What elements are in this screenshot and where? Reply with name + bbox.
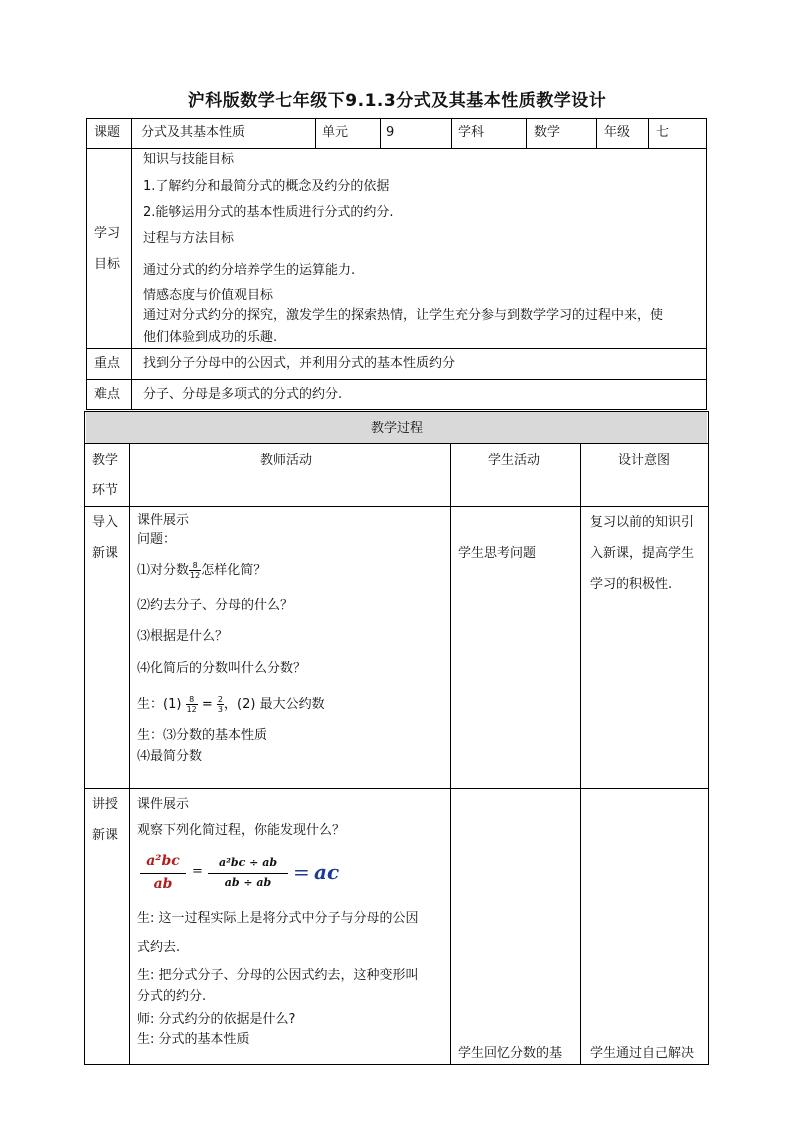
intro-intent-2: 入新课，提高学生: [590, 546, 695, 561]
lecture-p4: 生: 分式的基本性质: [137, 1032, 250, 1047]
intro-q3: ⑶根据是什么？: [137, 629, 229, 644]
math-result: ac: [314, 860, 340, 884]
goal-line-2: 2.能够运用分式的基本性质进行分式的约分.: [143, 205, 394, 220]
intro-intent-3: 学习的积极性.: [590, 577, 673, 592]
lecture-t1: 课件展示: [137, 797, 190, 812]
intro-a2: 生：⑶分数的基本性质: [137, 728, 268, 743]
intro-a3: ⑷最简分数: [137, 749, 203, 764]
lecture-label-a: 讲授: [92, 797, 119, 812]
goals-label-2: 目标: [94, 257, 121, 272]
math-eq-1: =: [192, 864, 203, 879]
xueke-label: 学科: [458, 125, 485, 140]
nianji-label: 年级: [604, 125, 631, 140]
intro-t1: 课件展示: [137, 513, 190, 528]
danyuan-value: 9: [386, 125, 395, 140]
intro-q2: ⑵约去分子、分母的什么？: [137, 598, 294, 613]
danyuan-label: 单元: [322, 125, 349, 140]
document-title: 沪科版数学七年级下9.1.3分式及其基本性质教学设计: [187, 91, 607, 111]
fraction-8-12: $\frac{8}{12}$: [190, 561, 201, 580]
col-intent: 设计意图: [618, 453, 671, 468]
goal-line-4b: 他们体验到成功的乐趣.: [143, 330, 278, 345]
col-teacher: 教师活动: [260, 453, 313, 468]
intro-a1: 生：(1) $\frac{8}{12}$ = $\frac{2}{3}$ ，(2) 最大公约数: [137, 695, 325, 714]
goal-heading-attitude: 情感态度与价值观目标: [143, 288, 274, 303]
goal-line-4a: 通过对分式约分的探究，激发学生的探索热情，让学生充分参与到数学学习的过程中来，使: [143, 308, 664, 323]
zhongdian-text: 找到分子分母中的公因式，并利用分式的基本性质约分: [143, 356, 456, 371]
math-numerator: a²bc: [146, 853, 180, 869]
goals-label-1: 学习: [94, 226, 121, 241]
process-title: 教学过程: [370, 421, 423, 436]
goal-heading-knowledge: 知识与技能目标: [143, 152, 235, 167]
intro-intent-1: 复习以前的知识引: [590, 515, 695, 530]
goal-heading-process: 过程与方法目标: [143, 231, 235, 246]
goal-line-3: 通过分式的约分培养学生的运算能力.: [143, 263, 356, 278]
goal-line-1: 1.了解约分和最简分式的概念及约分的依据: [143, 179, 390, 194]
xueke-value: 数学: [534, 125, 561, 140]
intro-label-b: 新课: [92, 546, 119, 561]
lecture-p1b: 式约去.: [137, 940, 181, 955]
lecture-t2: 观察下列化简过程，你能发现什么？: [137, 823, 346, 838]
keti-label: 课题: [94, 125, 121, 140]
nandian-label: 难点: [94, 387, 121, 402]
col-huanjie-a: 教学: [92, 453, 119, 468]
intro-label-a: 导入: [92, 515, 119, 530]
zhongdian-label: 重点: [94, 356, 121, 371]
math-numerator-2: a²bc ÷ ab: [218, 856, 278, 869]
nianji-value: 七: [656, 125, 670, 140]
col-huanjie-b: 环节: [92, 483, 119, 498]
intro-t2: 问题：: [137, 532, 177, 547]
math-eq-2: =: [293, 860, 310, 884]
lecture-p2b: 分式的约分.: [137, 989, 207, 1004]
intro-q1: ⑴对分数 $\frac{8}{12}$ 怎样化简？: [137, 561, 267, 580]
lecture-student: 学生回忆分数的基: [458, 1046, 563, 1061]
lecture-intent: 学生通过自己解决: [590, 1046, 695, 1061]
intro-q4: ⑷化简后的分数叫什么分数？: [137, 661, 307, 676]
math-denominator-2: ab ÷ ab: [224, 876, 272, 889]
col-student: 学生活动: [488, 453, 541, 468]
nandian-text: 分子、分母是多项式的分式的约分.: [143, 387, 343, 402]
intro-student: 学生思考问题: [458, 546, 537, 561]
lecture-p1a: 生: 这一过程实际上是将分式中分子与分母的公因: [137, 911, 419, 926]
math-denominator: ab: [153, 876, 173, 892]
keti-value: 分式及其基本性质: [141, 125, 246, 140]
lecture-p3: 师: 分式约分的依据是什么?: [137, 1012, 296, 1027]
lecture-p2a: 生: 把分式分子、分母的公因式约去，这种变形叫: [137, 968, 419, 983]
lecture-label-b: 新课: [92, 828, 119, 843]
